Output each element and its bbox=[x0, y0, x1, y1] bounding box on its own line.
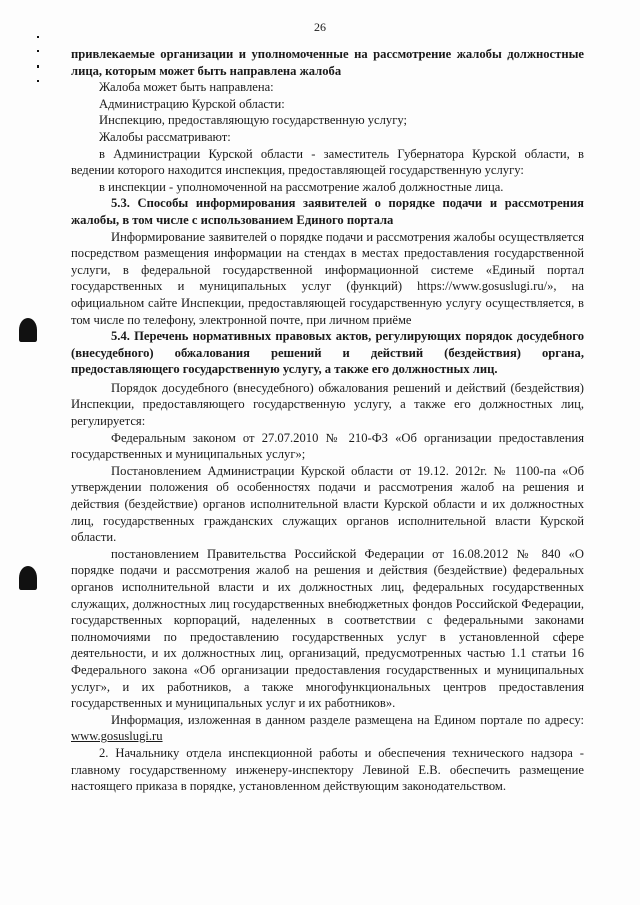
paragraph: в инспекции - уполномоченной на рассмотрение жалоб должностные лица. bbox=[99, 179, 504, 194]
portal-info-text: Информация, изложенная в данном разделе размещена на Едином портале по адресу: bbox=[111, 712, 584, 727]
paragraph: Порядок досудебного (внесудебного) обжалования решений и действий (бездействия) Инспекции, предоставляющего государственную услугу, а также его должностных лиц, регулируется: bbox=[71, 380, 584, 429]
binding-mark bbox=[37, 50, 39, 52]
punch-hole-mark bbox=[19, 566, 37, 590]
paragraph: Инспекцию, предоставляющую государственную услугу; bbox=[99, 113, 408, 128]
section-heading-5-3: 5.3. Способы информирования заявителей о порядке подачи и рассмотрения жалобы, в том числе с использованием Единого портала bbox=[71, 196, 584, 227]
document-body bbox=[71, 46, 584, 795]
page-number: 26 bbox=[314, 20, 326, 34]
paragraph: Жалоба может быть направлена: bbox=[99, 80, 274, 95]
binding-mark bbox=[37, 36, 39, 38]
gosuslugi-link[interactable]: www.gosuslugi.ru bbox=[71, 729, 163, 744]
paragraph: 2. Начальнику отдела инспекционной работы и обеспечения технического надзора - главному государственному инженеру-инспектору Левиной Е.В. обеспечить размещение настоящего приказа в порядке, установленном действующим законодательством. bbox=[71, 745, 584, 794]
binding-mark bbox=[37, 80, 39, 82]
section-heading-continued: привлекаемые организации и уполномоченные на рассмотрение жалобы должностные лица, которым может быть направлена жалоба bbox=[71, 47, 584, 78]
paragraph bbox=[71, 712, 584, 745]
paragraph: постановлением Правительства Российской Федерации от 16.08.2012 № 840 «О порядке подачи и рассмотрения жалоб на решения и действия (бездействие) федеральных органов исполнительной власти и их должностных лиц, федеральных государственных служащих, должностных лиц государственных внебюджетных фондов Российской Федерации, государственных корпораций, наделенных в соответствии с федеральными законами полномочиями по предоставлению государственных услуг в установленной сфере деятельности, и их должностных лиц, организаций, предусмотренных частью 1.1 статьи 16 Федерального закона «Об организации предоставления государственных и муниципальных услуг», и их работников, а также многофункциональных центров предоставления государственных и муниципальных услуг и их работников». bbox=[71, 546, 584, 711]
binding-mark bbox=[37, 65, 39, 68]
paragraph: Постановлением Администрации Курской области от 19.12. 2012г. № 1100-па «Об утверждении положения об особенностях подачи и рассмотрения жалоб на решения и действия (бездействие) органов исполнительной власти Курской области и их должностных лиц, государственных гражданских служащих органов исполнительной власти Курской области. bbox=[71, 463, 584, 545]
paragraph: Администрацию Курской области: bbox=[99, 96, 285, 111]
paragraph: в Администрации Курской области - заместитель Губернатора Курской области, в ведении которого находится инспекция, предоставляющей государственную услугу: bbox=[71, 146, 584, 178]
section-heading-5-4: 5.4. Перечень нормативных правовых актов, регулирующих порядок досудебного (внесудебного) обжалования решений и действий (бездействия) органа, предоставляющего государственную услугу, а также его должностных лиц. bbox=[71, 329, 584, 377]
paragraph: Жалобы рассматривают: bbox=[99, 129, 231, 144]
punch-hole-mark bbox=[19, 318, 37, 342]
paragraph: Информирование заявителей о порядке подачи и рассмотрения жалобы осуществляется посредством размещения информации на стендах в местах предоставления государственной услуги, в федеральной государственной информационной системе «Единый портал государственных и муниципальных услуг (функций) https://www.gosuslugi.ru/», на официальном сайте Инспекции, предоставляющей государственную услугу осуществляется, в том числе по телефону, электронной почте, при личном приёме bbox=[71, 229, 584, 327]
paragraph: Федеральным законом от 27.07.2010 № 210-ФЗ «Об организации предоставления государственных и муниципальных услуг»; bbox=[71, 430, 584, 462]
